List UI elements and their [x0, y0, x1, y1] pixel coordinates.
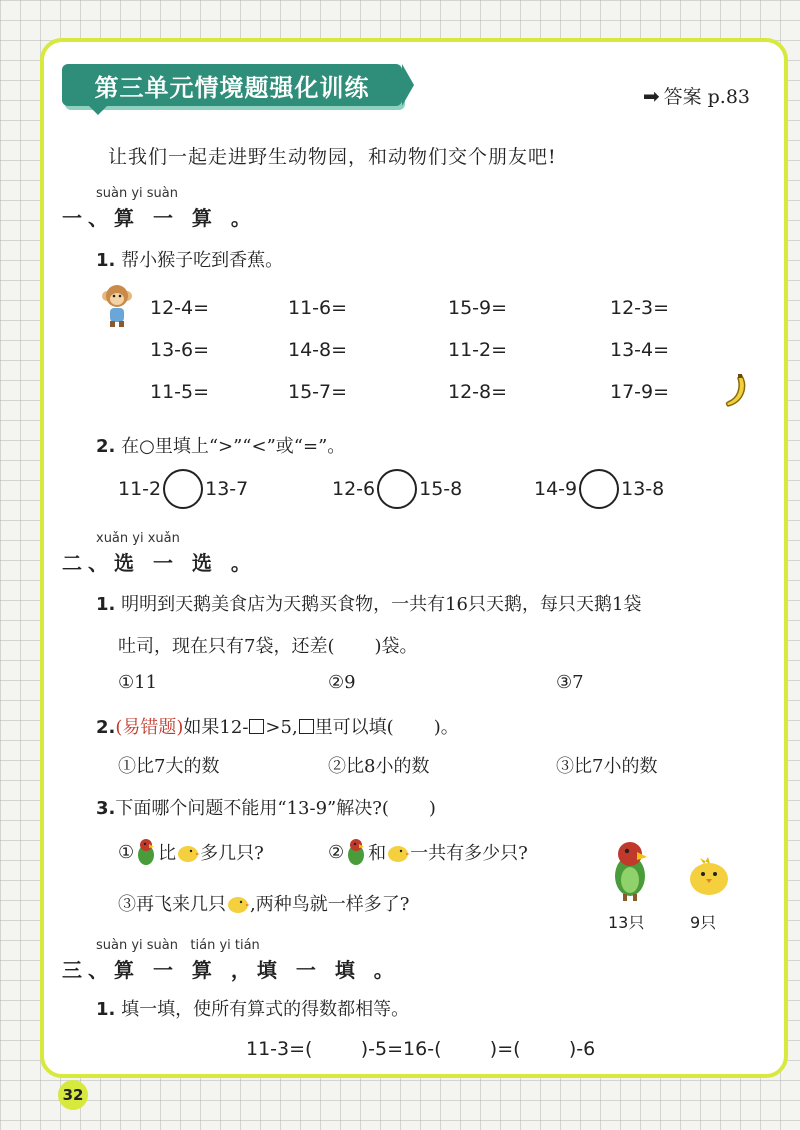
- s2-q1: [96, 590, 641, 616]
- s2-q3-option-1[interactable]: [118, 838, 264, 866]
- parrot-icon: [606, 838, 654, 902]
- s2-q2-tag: (易错题): [115, 717, 184, 738]
- s2-q2-option-1[interactable]: ①比7大的数: [118, 756, 220, 777]
- blank-square-icon: [249, 719, 264, 734]
- calc-4: 12-3=: [610, 297, 670, 319]
- s3-q1-number: 1.: [96, 999, 116, 1020]
- compare-3-left: 14-9: [534, 478, 578, 500]
- s2-q3-text: 下面哪个问题不能用“13-9”解决?(: [115, 798, 389, 819]
- s2-q3-opt1-c: 多几只?: [200, 843, 264, 864]
- compare-2-circle[interactable]: [377, 469, 417, 509]
- s2-q2-text-c: 里可以填(: [314, 717, 394, 738]
- s1-q1-text: 帮小猴子吃到香蕉。: [121, 250, 284, 271]
- compare-1-circle[interactable]: [163, 469, 203, 509]
- section2-pinyin: xuǎn yi xuǎn: [96, 531, 180, 546]
- s2-q3-opt2-a: ②: [328, 841, 345, 863]
- s2-q2-option-2[interactable]: ②比8小的数: [328, 756, 430, 777]
- monkey-icon: [100, 282, 134, 328]
- compare-3-circle[interactable]: [579, 469, 619, 509]
- calc-8: 13-4=: [610, 339, 670, 361]
- title-banner-tail: [88, 105, 108, 115]
- calc-10: 15-7=: [288, 381, 348, 403]
- intro-text: 让我们一起走进野生动物园，和动物们交个朋友吧!: [108, 146, 557, 168]
- s2-q1-option-3[interactable]: ③7: [556, 672, 584, 693]
- s1-q2: [96, 432, 345, 458]
- s2-q3-opt2-b: 和: [368, 843, 387, 864]
- chick-icon: [686, 852, 732, 898]
- s1-q2-text: 在○里填上“>”“<”或“=”。: [121, 436, 346, 457]
- chick-icon: [176, 841, 200, 863]
- arrow-right-icon: ➡: [642, 83, 660, 108]
- compare-1-left: 11-2: [118, 478, 162, 500]
- s2-q3: [96, 794, 436, 820]
- s2-q3-opt1-a: ①: [118, 841, 135, 863]
- calc-2: 11-6=: [288, 297, 348, 319]
- chick-icon: [226, 892, 250, 914]
- s2-q3-opt3-a: ③再飞来几只: [118, 894, 226, 915]
- section1-pinyin: suàn yi suàn: [96, 186, 179, 201]
- s2-q1-option-2[interactable]: ②9: [328, 672, 356, 693]
- s2-q2-text-b: >5,: [265, 717, 298, 738]
- s3-q1-expression[interactable]: 11-3=( )-5=16-( )=( )-6: [246, 1038, 596, 1060]
- s2-q2-text-a: 如果12-: [183, 717, 249, 738]
- s3-q1: [96, 995, 409, 1021]
- page-title: 第三单元情境题强化训练: [94, 73, 370, 102]
- compare-2-right: 15-8: [419, 478, 463, 500]
- section2-title: 二、选 一 选 。: [62, 551, 257, 575]
- parrot-count: 13只: [608, 913, 645, 932]
- answer-reference-text: 答案 p.83: [663, 86, 750, 108]
- chick-icon: [386, 841, 410, 863]
- calc-9: 11-5=: [150, 381, 210, 403]
- s2-q1-number: 1.: [96, 594, 116, 615]
- s2-q3-text-end: ): [428, 798, 436, 819]
- calc-5: 13-6=: [150, 339, 210, 361]
- s2-q3-number: 3.: [96, 798, 116, 819]
- s1-q2-number: 2.: [96, 436, 116, 457]
- chick-count: 9只: [690, 913, 717, 932]
- s2-q3-opt3-b: ,两种鸟就一样多了?: [250, 894, 410, 915]
- blank-square-icon: [299, 719, 314, 734]
- banana-icon: [722, 374, 748, 408]
- s2-q1-line2-a: 吐司，现在只有7袋，还差(: [118, 636, 335, 657]
- s2-q2-text-d: )。: [433, 717, 459, 738]
- page-number: 32: [58, 1080, 88, 1110]
- s2-q2: [96, 713, 459, 739]
- s2-q1-line2-b: )袋。: [374, 636, 418, 657]
- s2-q1-line2: [118, 632, 418, 658]
- compare-2-left: 12-6: [332, 478, 376, 500]
- compare-1: [118, 469, 248, 509]
- answer-reference: [643, 82, 750, 109]
- title-banner: [62, 64, 402, 106]
- calc-3: 15-9=: [448, 297, 508, 319]
- calc-6: 14-8=: [288, 339, 348, 361]
- section3-pinyin: suàn yi suàn tián yi tián: [96, 938, 260, 953]
- compare-1-right: 13-7: [205, 478, 249, 500]
- section3-title: 三、算 一 算 ，填 一 填 。: [62, 958, 400, 982]
- section1-title: 一、算 一 算 。: [62, 206, 257, 230]
- s3-q1-text: 填一填，使所有算式的得数都相等。: [121, 999, 410, 1020]
- s1-q1: [96, 246, 283, 272]
- s2-q1-line1: 明明到天鹅美食店为天鹅买食物，一共有16只天鹅，每只天鹅1袋: [121, 594, 642, 615]
- calc-12: 17-9=: [610, 381, 670, 403]
- s2-q3-opt1-b: 比: [158, 843, 177, 864]
- compare-3-right: 13-8: [621, 478, 665, 500]
- s1-q1-number: 1.: [96, 250, 116, 271]
- calc-1: 12-4=: [150, 297, 210, 319]
- calc-7: 11-2=: [448, 339, 508, 361]
- s2-q2-number: 2.: [96, 717, 116, 738]
- s2-q2-option-3[interactable]: ③比7小的数: [556, 756, 658, 777]
- s2-q3-option-3[interactable]: [118, 890, 409, 916]
- compare-2: [332, 469, 462, 509]
- s2-q1-option-1[interactable]: ①11: [118, 672, 158, 693]
- s2-q3-opt2-c: 一共有多少只?: [410, 843, 528, 864]
- parrot-icon: [344, 838, 368, 866]
- s2-q3-option-2[interactable]: [328, 838, 528, 866]
- parrot-icon: [134, 838, 158, 866]
- compare-3: [534, 469, 664, 509]
- calc-11: 12-8=: [448, 381, 508, 403]
